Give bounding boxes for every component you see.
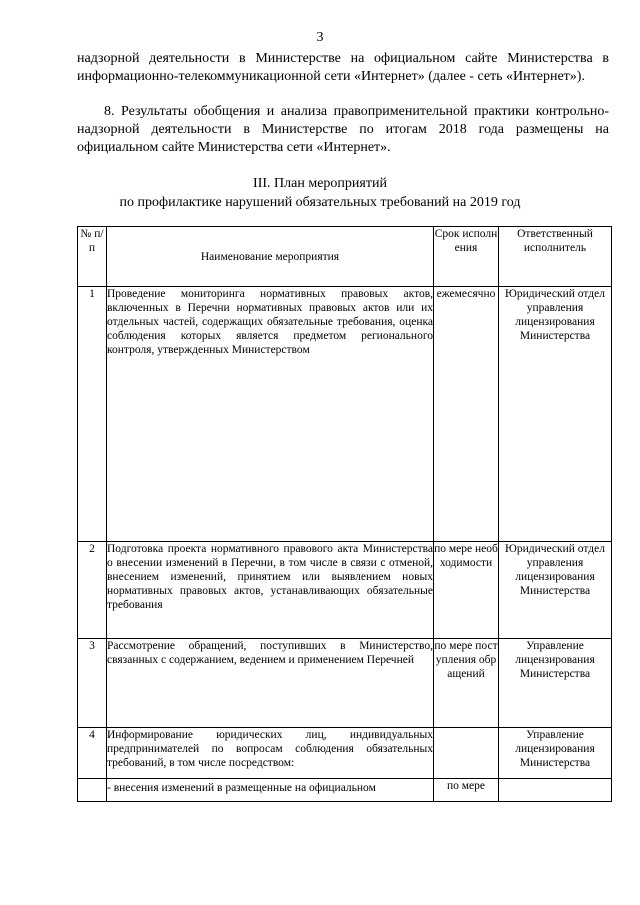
row-deadline: по мере	[434, 779, 499, 802]
section-title-line-2: по профилактике нарушений обязательных требований на 2019 год	[119, 195, 521, 210]
header-responsible: Ответственный исполнитель	[499, 227, 612, 287]
table-row	[78, 542, 612, 639]
row-responsible	[499, 779, 612, 802]
table-row	[78, 639, 612, 728]
row-number: 2	[78, 542, 107, 639]
row-responsible: Юридический отдел управления лицензирования Министерства	[499, 542, 612, 639]
row-number: 1	[78, 287, 107, 542]
row-activity: Проведение мониторинга нормативных правовых актов, включенных в Перечни нормативных правовых актов или их отдельных частей, содержащих обязательные требования, оценка соблюдения которых является предметом регионального контроля, утвержденных Министерством	[107, 287, 434, 542]
table-header-row	[78, 227, 612, 287]
row-deadline: по мере необходимости	[434, 542, 499, 639]
page-number: 3	[316, 30, 324, 45]
header-number: № п/п	[78, 227, 107, 287]
row-number	[78, 779, 107, 802]
section-title	[0, 174, 640, 212]
row-number: 4	[78, 728, 107, 779]
row-responsible: Юридический отдел управления лицензирования Министерства	[499, 287, 612, 542]
header-name: Наименование мероприятия	[107, 227, 434, 287]
row-activity: Информирование юридических лиц, индивидуальных предпринимателей по вопросам соблюдения обязательных требований, в том числе посредством:	[107, 728, 434, 779]
row-activity: Рассмотрение обращений, поступивших в Министерство, связанных с содержанием, ведением и применением Перечней	[107, 639, 434, 728]
section-title-line-1: III. План мероприятий	[253, 176, 387, 191]
row-deadline: по мере поступления обращений	[434, 639, 499, 728]
table-row	[78, 287, 612, 542]
activities-table	[77, 226, 612, 802]
row-deadline: ежемесячно	[434, 287, 499, 542]
row-number: 3	[78, 639, 107, 728]
row-responsible: Управление лицензирования Министерства	[499, 639, 612, 728]
row-activity: Подготовка проекта нормативного правового акта Министерства о внесении изменений в Перечни, в том числе в связи с отменой, внесением изменений, принятием или выявлением новых нормативных правовых актов, устанавливающих обязательные требования	[107, 542, 434, 639]
row-activity: - внесения изменений в размещенные на официальном	[107, 779, 434, 802]
intro-paragraph-2: 8. Результаты обобщения и анализа правоприменительной практики контрольно-надзорной деятельности в Министерстве по итогам 2018 года размещены на официальном сайте Министерства сети «Интернет».	[77, 104, 609, 155]
intro-paragraph-1: надзорной деятельности в Министерстве на официальном сайте Министерства в информационно-телекоммуникационной сети «Интернет» (далее - сеть «Интернет»).	[77, 51, 609, 84]
header-deadline: Срок исполнения	[434, 227, 499, 287]
table-row	[78, 779, 612, 802]
row-responsible: Управление лицензирования Министерства	[499, 728, 612, 779]
row-deadline	[434, 728, 499, 779]
table-row	[78, 728, 612, 779]
